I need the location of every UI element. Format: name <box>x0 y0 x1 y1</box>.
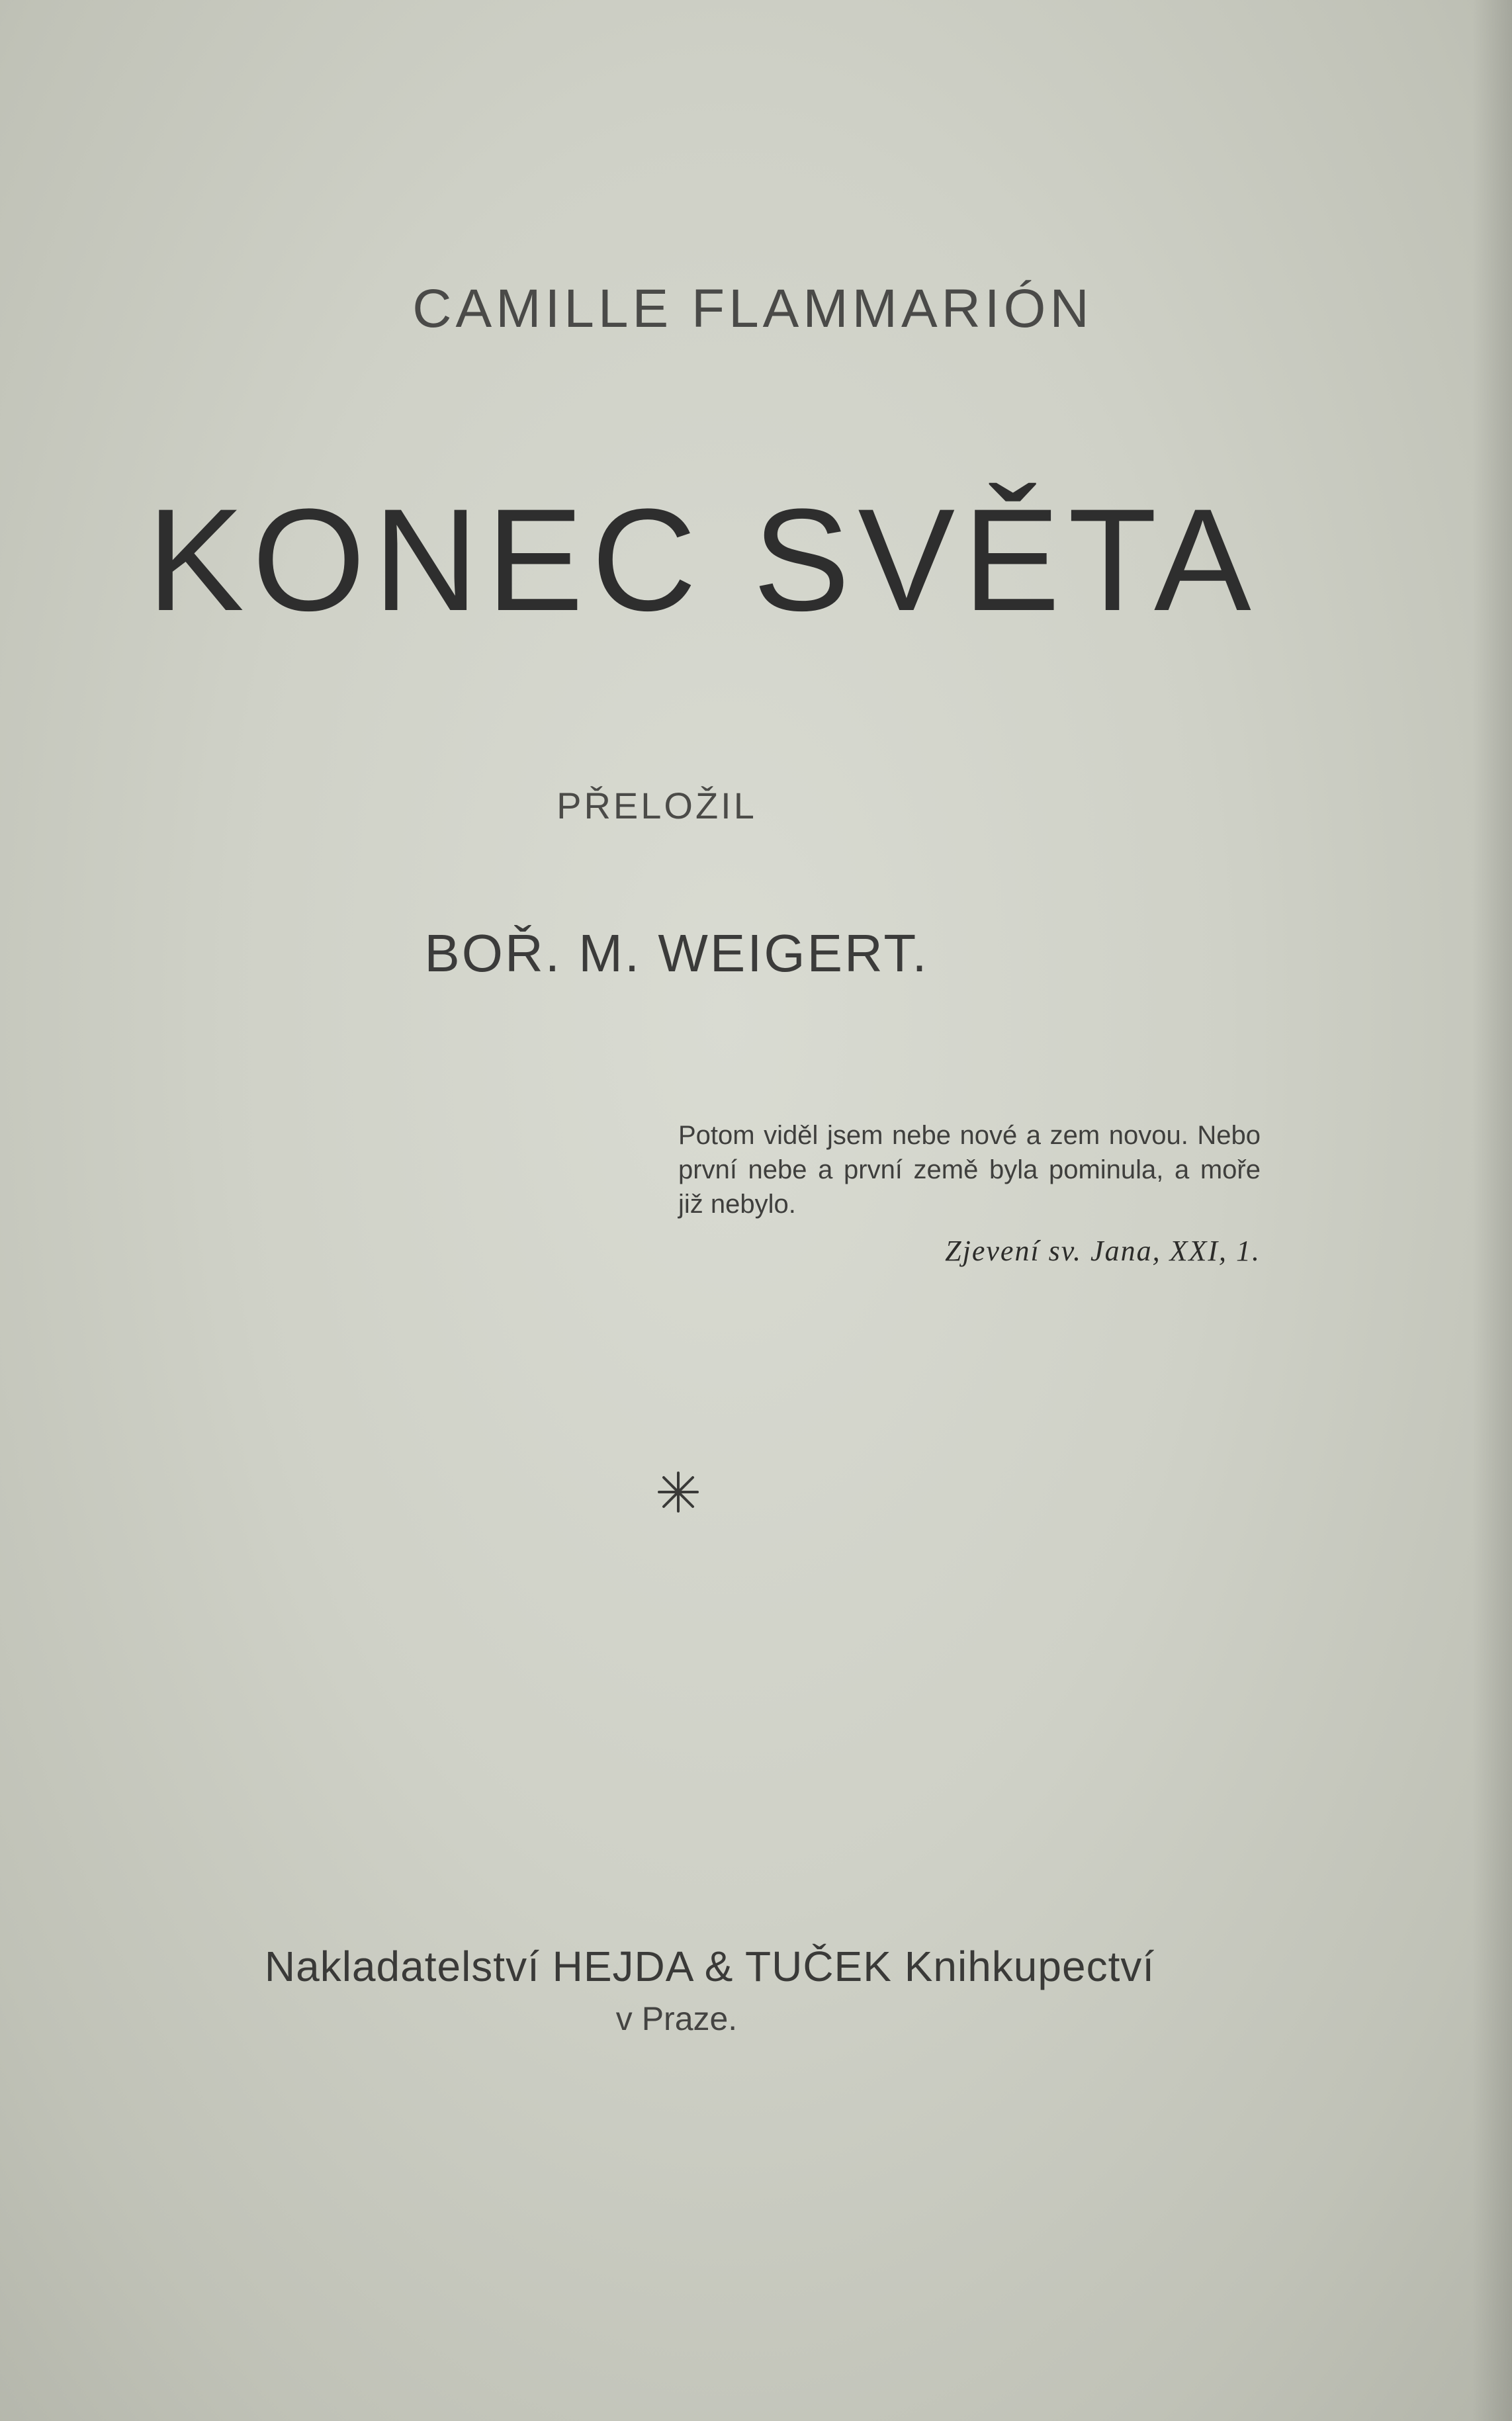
epigraph-source: Zjevení sv. Jana, XXI, 1. <box>945 1235 1261 1267</box>
author-name: CAMILLE FLAMMARIÓN <box>412 279 1093 339</box>
publisher-line: Nakladatelství HEJDA & TUČEK Knihkupectví <box>264 1943 1155 1990</box>
asterisk-ornament-icon <box>655 1469 701 1515</box>
epigraph-text: Potom viděl jsem nebe nové a zem novou. Nebo první nebe a první země byla pominula, a moře již nebylo. <box>678 1121 1261 1219</box>
book-title: KONEC SVĚTA <box>147 478 1259 641</box>
translated-by-label: PŘELOŽIL <box>556 785 757 826</box>
publication-place: v Praze. <box>615 2000 738 2037</box>
translator-name: BOŘ. M. WEIGERT. <box>424 924 929 983</box>
page-edge-shadow <box>1472 0 1512 2421</box>
